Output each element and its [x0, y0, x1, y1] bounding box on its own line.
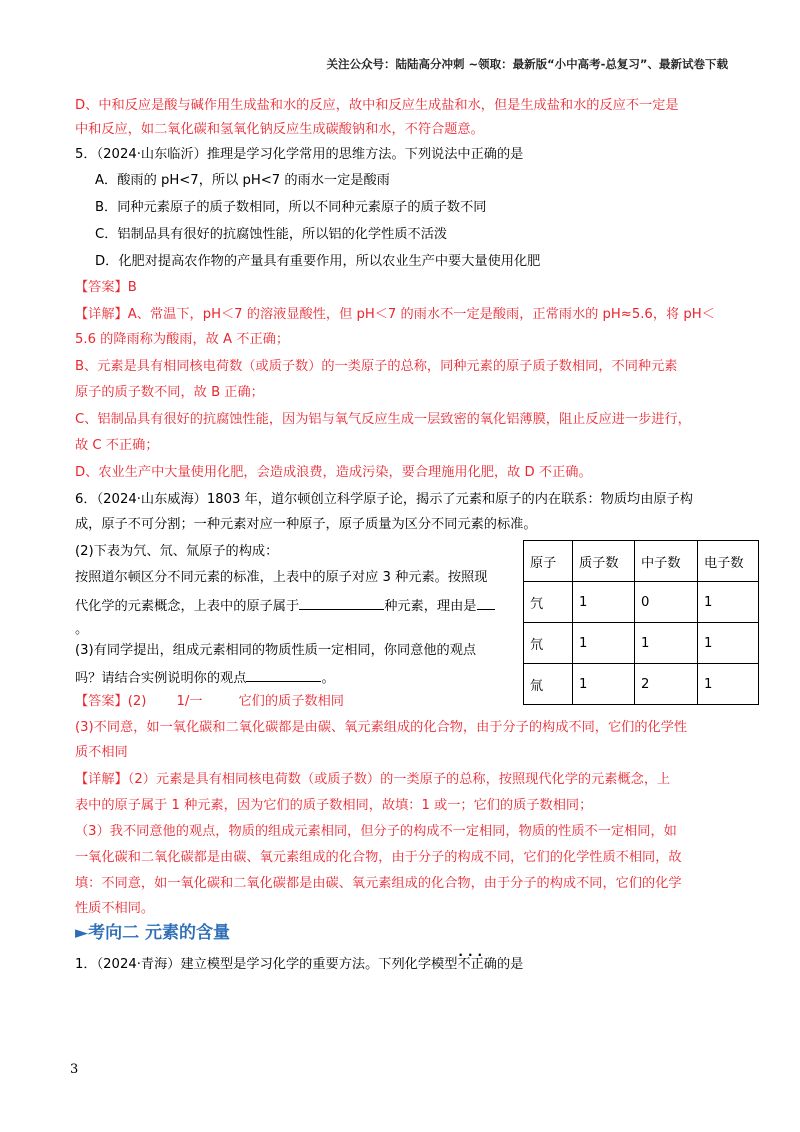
table-cell: 1: [698, 582, 759, 623]
q6-part3-text: (3)有同学提出，组成元素相同的物质性质一定相同，你同意他的观点: [75, 643, 477, 658]
q6-part2-question-a: 代化学的元素概念，上表中的原子属于: [75, 599, 300, 614]
q6-part3-question-b: 。: [321, 671, 335, 686]
q6-part2-text: 按照道尔顿区分不同元素的标准，上表中的原子对应 3 种元素。按照现: [75, 570, 488, 585]
prev-answer-d-line1: D、中和反应是酸与碱作用生成盐和水的反应，故中和反应生成盐和水，但是生成盐和水的反应不一定是: [75, 98, 679, 113]
table-cell: 0: [635, 582, 698, 623]
table-cell: 氚: [524, 664, 573, 705]
q6-answer3-line2: 质不相同: [75, 745, 128, 760]
q5-detail-line: 【详解】A、常温下，pH＜7 的溶液显酸性，但 pH＜7 的雨水不一定是酸雨，正常雨水的 pH≈5.6，将 pH＜: [75, 307, 715, 322]
table-cell: 1: [698, 664, 759, 705]
q6-part2-end: 。: [75, 622, 89, 637]
table-row: [524, 623, 759, 664]
table-cell: 1: [573, 664, 635, 705]
table-cell: 1: [698, 623, 759, 664]
section-heading: ►考向二 元素的含量: [75, 923, 230, 943]
atom-composition-table: [523, 540, 759, 705]
q6-detail-line: 填：不同意，如一氧化碳和二氧化碳都是由碳、氧元素组成的化合物，由于分子的构成不同，它们的化学: [75, 876, 682, 891]
q6-detail-line: 性质不相同。: [75, 901, 155, 916]
q6-answer-b: 它们的质子数相同: [238, 694, 344, 709]
q6-answer-a: 1/一: [176, 694, 203, 709]
q6-part3-question-a: 吗？请结合实例说明你的观点: [75, 671, 247, 686]
q6-answer-label: 【答案】(2): [75, 694, 147, 709]
table-row: [524, 664, 759, 705]
q5-detail-line: D、农业生产中大量使用化肥，会造成浪费，造成污染，要合理施用化肥，故 D 不正确。: [75, 465, 592, 480]
q6-stem-line2: 成，原子不可分割；一种元素对应一种原子，原子质量为区分不同元素的标准。: [75, 517, 537, 532]
q5-option-a: A．酸雨的 pH<7，所以 pH<7 的雨水一定是酸雨: [95, 173, 390, 188]
table-cell: 1: [573, 623, 635, 664]
q5-detail-line: 5.6 的降雨称为酸雨，故 A 不正确；: [75, 332, 290, 347]
q5-option-d: D．化肥对提高农作物的产量具有重要作用，所以农业生产中要大量使用化肥: [95, 254, 541, 269]
q6-detail-line: 表中的原子属于 1 种元素，因为它们的质子数相同，故填：1 或一；它们的质子数相同；: [75, 798, 593, 813]
page-header: 关注公众号：陆陆高分冲刺 ~领取：最新版“小中高考-总复习”、最新试卷下载: [326, 57, 728, 71]
table-header: 原子: [524, 541, 573, 582]
q6-answer3-line1: (3)不同意，如一氧化碳和二氧化碳都是由碳、氧元素组成的化合物，由于分子的构成不同，它们的化学性: [75, 720, 688, 735]
table-header: 中子数: [635, 541, 698, 582]
q5-detail-line: 原子的质子数不同，故 B 正确；: [75, 385, 264, 400]
table-header: 质子数: [573, 541, 635, 582]
table-cell: 氘: [524, 623, 573, 664]
q5-answer: 【答案】B: [75, 280, 137, 295]
prev-answer-d-line2: 中和反应，如二氧化碳和氢氧化钠反应生成碳酸钠和水，不符合题意。: [75, 122, 484, 137]
q5-detail-line: 故 C 不正确；: [75, 438, 159, 453]
table-header-row: [524, 541, 759, 582]
q6-detail-line: 一氧化碳和二氧化碳都是由碳、氧元素组成的化合物，由于分子的构成不同，它们的化学性质不相同，故: [75, 850, 682, 865]
table-cell: 2: [635, 664, 698, 705]
q1-stem: [75, 955, 523, 975]
q6-detail-line: 【详解】（2）元素是具有相同核电荷数（或质子数）的一类原子的总称，按照现代化学的元素概念，上: [75, 772, 671, 787]
table-header: 电子数: [698, 541, 759, 582]
page-number: 3: [70, 1062, 79, 1077]
q6-stem-line1: 6．（2024·山东威海）1803 年，道尔顿创立科学原子论，揭示了元素和原子的内在联系：物质均由原子构: [75, 492, 693, 507]
table-cell: 1: [573, 582, 635, 623]
q5-stem: 5．（2024·山东临沂）推理是学习化学常用的思维方法。下列说法中正确的是: [75, 147, 524, 162]
q5-option-b: B．同种元素原子的质子数相同，所以不同种元素原子的质子数不同: [95, 200, 487, 215]
q6-part2-question-b: 种元素，理由是: [384, 599, 477, 614]
q5-option-c: C．铝制品具有很好的抗腐蚀性能，所以铝的化学性质不活泼: [95, 227, 448, 242]
q6-answer: [75, 692, 344, 712]
table-cell: 1: [635, 623, 698, 664]
q1-stem-emphasis: ··· 不正确: [457, 957, 497, 972]
answer-blank[interactable]: [246, 667, 321, 682]
answer-blank[interactable]: [299, 595, 384, 610]
q6-part2-intro: (2)下表为氕、氘、氚原子的构成：: [75, 544, 279, 559]
q6-part3-question: [75, 667, 335, 689]
q6-detail-line: （3）我不同意他的观点，物质的组成元素相同，但分子的构成不一定相同，物质的性质不一定相同，如: [75, 824, 677, 839]
q6-part2-question: [75, 595, 495, 617]
q1-stem-a: 1．（2024·青海）建立模型是学习化学的重要方法。下列化学模型: [75, 957, 458, 972]
q5-detail-line: B、元素是具有相同核电荷数（或质子数）的一类原子的总称，同种元素的原子质子数相同，不同种元素: [75, 359, 678, 374]
table-cell: 氕: [524, 582, 573, 623]
table-row: [524, 582, 759, 623]
answer-blank[interactable]: [477, 595, 495, 610]
q5-detail-line: C、铝制品具有很好的抗腐蚀性能，因为铝与氧气反应生成一层致密的氧化铝薄膜，阻止反应进一步进行，: [75, 412, 691, 427]
q1-stem-b: 的是: [496, 957, 524, 972]
